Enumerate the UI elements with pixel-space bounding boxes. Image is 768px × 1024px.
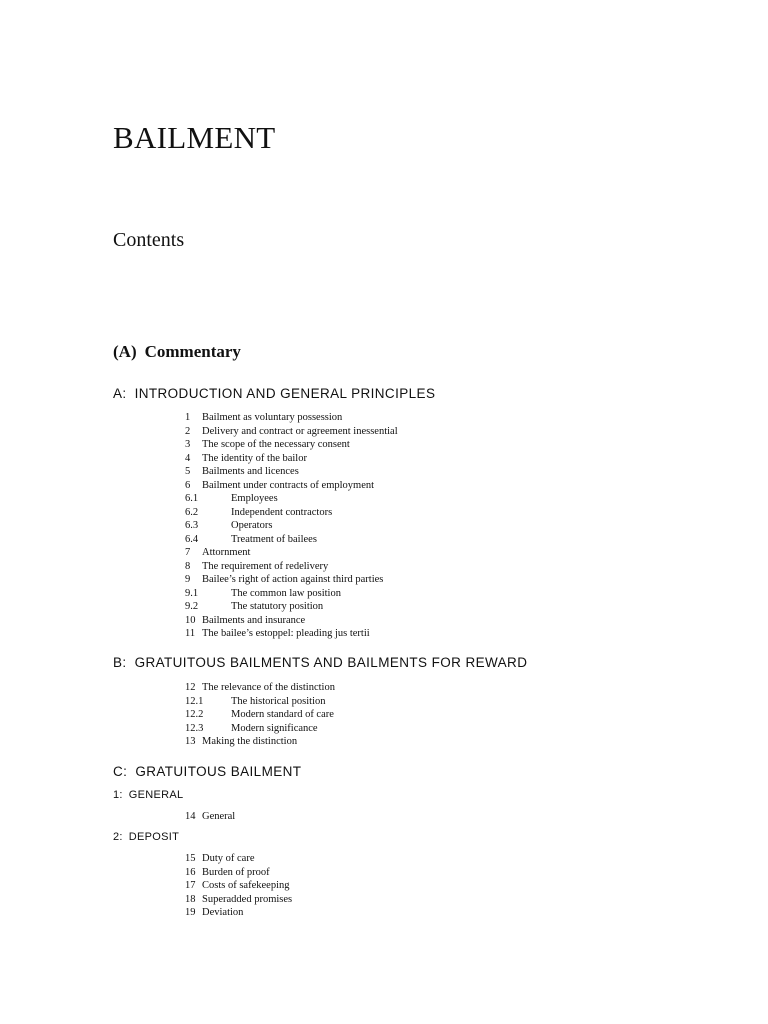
toc-item-text: The statutory position: [231, 601, 324, 612]
toc-item-text: Operators: [231, 520, 273, 531]
toc-subitem: [185, 587, 398, 601]
toc-item-number: 6.1: [185, 493, 199, 504]
toc-item-text: The requirement of redelivery: [202, 560, 329, 572]
toc-item-number: 6.4: [185, 533, 199, 545]
toc-item: [185, 893, 292, 907]
toc-subitem: [185, 600, 398, 614]
toc-item-number: 14: [185, 811, 196, 822]
toc-item-text: Bailments and insurance: [202, 614, 306, 626]
part-label: (A): [113, 342, 137, 361]
toc-subitem: [185, 506, 398, 520]
toc-item-number: 19: [185, 907, 196, 918]
toc-item-text: Independent contractors: [231, 506, 333, 518]
toc-item-text: The identity of the bailor: [202, 452, 307, 464]
toc-item-text: The historical position: [231, 695, 326, 707]
toc-subitem: [185, 695, 335, 709]
toc-item: [185, 906, 292, 920]
section-letter: A:: [113, 386, 127, 401]
toc-item-text: The scope of the necessary consent: [202, 439, 350, 450]
toc-item-number: 6: [185, 479, 191, 491]
toc-list-c2: [185, 852, 292, 920]
toc-item-text: Modern standard of care: [231, 709, 334, 720]
section-heading-c: [113, 764, 301, 779]
toc-item-number: 12: [185, 682, 196, 693]
toc-item-number: 8: [185, 560, 191, 572]
toc-item: [185, 852, 292, 866]
section-letter: B:: [113, 655, 127, 670]
toc-item-text: Deviation: [202, 907, 244, 918]
subsection-heading-deposit: [113, 831, 179, 843]
toc-item-number: 9.2: [185, 601, 199, 612]
toc-item-text: The relevance of the distinction: [202, 682, 335, 693]
toc-list-a: [185, 411, 398, 641]
toc-item-number: 9.1: [185, 587, 199, 599]
toc-subitem: [185, 708, 335, 722]
toc-list-c1: [185, 810, 235, 824]
toc-item-number: 12.1: [185, 695, 204, 707]
toc-item-number: 3: [185, 439, 191, 450]
toc-item-number: 6.2: [185, 506, 199, 518]
toc-item-number: 12.3: [185, 722, 204, 734]
subsection-heading-general: [113, 789, 183, 801]
toc-item: [185, 735, 335, 749]
part-heading: [113, 342, 241, 362]
toc-item-number: 7: [185, 547, 191, 558]
toc-item-text: Costs of safekeeping: [202, 880, 290, 891]
subsection-number: 1:: [113, 789, 123, 801]
section-title: GRATUITOUS BAILMENT: [135, 764, 302, 779]
toc-item-text: Making the distinction: [202, 736, 298, 747]
toc-subitem: [185, 722, 335, 736]
toc-item-text: Burden of proof: [202, 866, 270, 878]
section-heading-b: [113, 655, 527, 670]
toc-item-text: Bailment under contracts of employment: [202, 479, 375, 491]
toc-item: [185, 866, 292, 880]
toc-item: [185, 479, 398, 493]
toc-item: [185, 546, 398, 560]
toc-item: [185, 879, 292, 893]
toc-item-number: 13: [185, 736, 196, 747]
section-title: INTRODUCTION AND GENERAL PRINCIPLES: [134, 386, 436, 401]
toc-subitem: [185, 533, 398, 547]
toc-item-number: 2: [185, 425, 191, 437]
toc-item: [185, 411, 398, 425]
toc-item: [185, 614, 398, 628]
toc-item: [185, 560, 398, 574]
toc-item-text: Superadded promises: [202, 893, 293, 905]
toc-item-text: Treatment of bailees: [231, 533, 317, 545]
toc-item: [185, 627, 398, 641]
document-title: BAILMENT: [113, 120, 276, 155]
subsection-number: 2:: [113, 831, 123, 843]
toc-item-number: 12.2: [185, 709, 204, 720]
toc-item-number: 1: [185, 412, 191, 423]
toc-item-number: 18: [185, 893, 196, 905]
toc-item-number: 5: [185, 466, 191, 477]
toc-item-text: Bailment as voluntary possession: [202, 412, 343, 423]
toc-item-text: Employees: [231, 493, 278, 504]
toc-item: [185, 465, 398, 479]
toc-item: [185, 573, 398, 587]
toc-item: [185, 681, 335, 695]
toc-item-number: 9: [185, 574, 191, 585]
section-letter: C:: [113, 764, 128, 779]
toc-item: [185, 438, 398, 452]
toc-item-text: General: [202, 811, 236, 822]
part-title: Commentary: [144, 342, 241, 361]
section-heading-a: [113, 386, 435, 401]
toc-item-number: 16: [185, 866, 196, 878]
toc-item-text: Bailments and licences: [202, 466, 299, 477]
toc-item-text: Delivery and contract or agreement inessential: [202, 425, 398, 437]
toc-item-text: Duty of care: [202, 853, 255, 864]
toc-item-text: Attornment: [202, 547, 251, 558]
toc-item-text: Modern significance: [231, 722, 318, 734]
toc-item-number: 10: [185, 614, 196, 626]
toc-subitem: [185, 492, 398, 506]
contents-heading: Contents: [113, 229, 185, 251]
toc-item-number: 11: [185, 628, 196, 639]
subsection-title: GENERAL: [128, 789, 184, 801]
subsection-title: DEPOSIT: [128, 831, 180, 843]
toc-item-text: Bailee’s right of action against third parties: [202, 574, 384, 585]
toc-item: [185, 810, 235, 824]
toc-item-text: The common law position: [231, 587, 341, 599]
section-title: GRATUITOUS BAILMENTS AND BAILMENTS FOR REWARD: [134, 655, 528, 670]
toc-item-number: 4: [185, 452, 191, 464]
toc-item-text: The bailee’s estoppel: pleading jus tertii: [202, 628, 370, 639]
toc-item: [185, 425, 398, 439]
toc-list-b: [185, 681, 335, 749]
toc-item-number: 17: [185, 880, 196, 891]
toc-item-number: 6.3: [185, 520, 199, 531]
toc-item-number: 15: [185, 853, 196, 864]
toc-subitem: [185, 519, 398, 533]
toc-item: [185, 452, 398, 466]
